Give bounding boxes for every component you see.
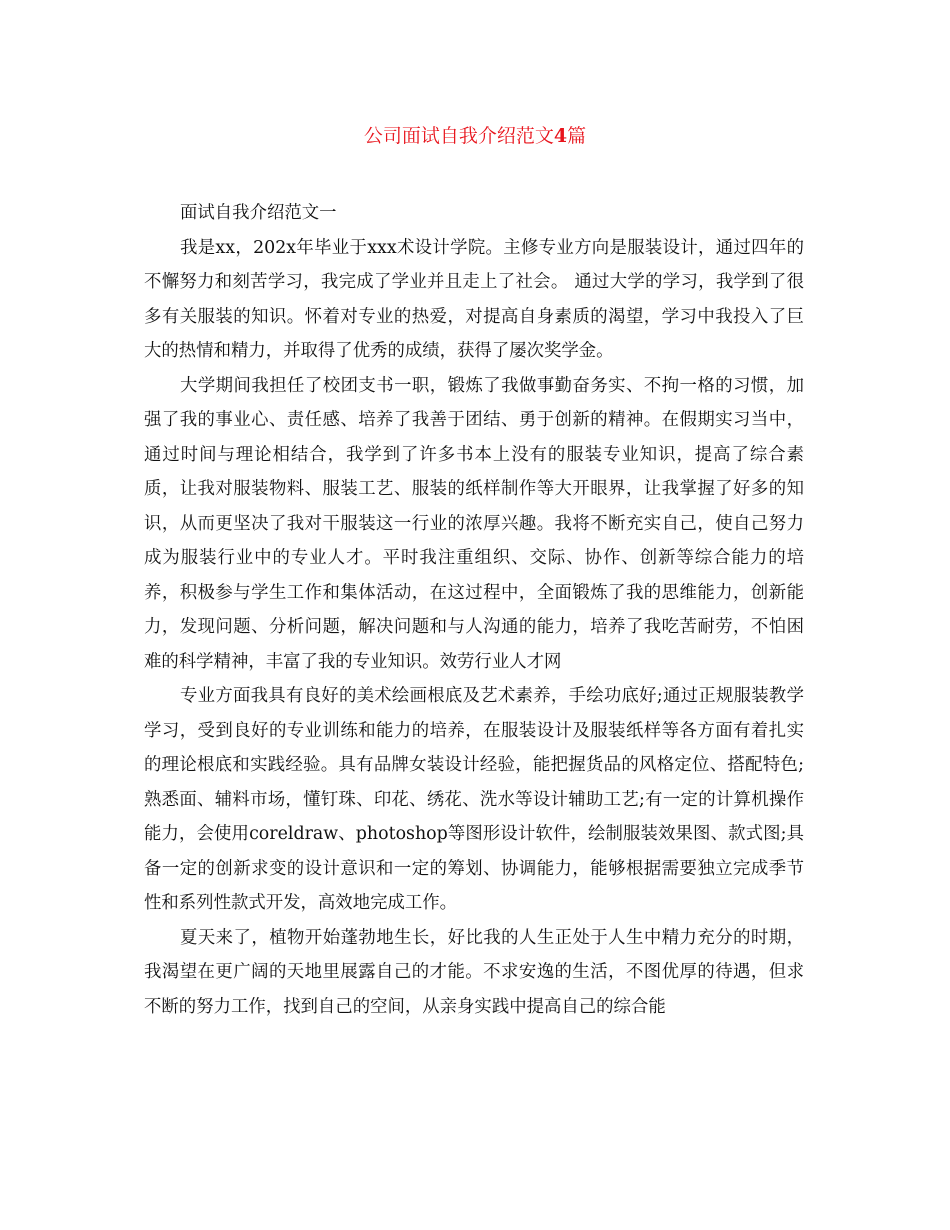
paragraph-3: 专业方面我具有良好的美术绘画根底及艺术素养，手绘功底好;通过正规服装教学学习，受到良好的专业训练和能力的培养，在服装设计及服装纸样等各方面有着扎实的理论根底和实践经验。具有品牌女装设计经验，能把握货品的风格定位、搭配特色;熟悉面、辅料市场，懂钉珠、印花、绣花、洗水等设计辅助工艺;有一定的计算机操作能力，会使用coreldraw、photoshop等图形设计软件，绘制服装效果图、款式图;具备一定的创新求变的设计意识和一定的筹划、协调能力，能够根据需要独立完成季节性和系列性款式开发，高效地完成工作。: [144, 686, 804, 913]
paragraph-1: 我是xx，202x年毕业于xxx术设计学院。主修专业方向是服装设计，通过四年的不懈努力和刻苦学习，我完成了学业并且走上了社会。 通过大学的学习，我学到了很多有关服装的知识。怀着对专业的热爱，对提高自身素质的渴望，学习中我投入了巨大的热情和精力，并取得了优秀的成绩，获得了屡次奖学金。: [144, 237, 804, 361]
section-heading: 面试自我介绍范文一: [180, 203, 337, 223]
paragraph-4: 夏天来了，植物开始蓬勃地生长，好比我的人生正处于人生中精力充分的时期，我渴望在更广阔的天地里展露自己的才能。不求安逸的生活，不图优厚的待遇，但求不断的努力工作，找到自己的空间，从亲身实践中提高自己的综合能: [144, 927, 804, 1017]
document-title: [0, 122, 950, 150]
title-text: 公司面试自我介绍范文: [363, 125, 554, 147]
paragraph-2: 大学期间我担任了校团支书一职，锻炼了我做事勤奋务实、不拘一格的习惯，加强了我的事业心、责任感、培养了我善于团结、勇于创新的精神。在假期实习当中，通过时间与理论相结合，我学到了许多书本上没有的服装专业知识，提高了综合素质，让我对服装物料、服装工艺、服装的纸样制作等大开眼界，让我掌握了好多的知识，从而更坚决了我对干服装这一行业的浓厚兴趣。我将不断充实自己，使自己努力成为服装行业中的专业人才。平时我注重组织、交际、协作、创新等综合能力的培养，积极参与学生工作和集体活动，在这过程中，全面锻炼了我的思维能力，创新能力，发现问题、分析问题，解决问题和与人沟通的能力，培养了我吃苦耐劳，不怕困难的科学精神，丰富了我的专业知识。效劳行业人才网: [144, 375, 804, 672]
title-number: 4: [553, 125, 568, 147]
document-body: [144, 196, 804, 1024]
title-suffix: 篇: [567, 125, 587, 147]
